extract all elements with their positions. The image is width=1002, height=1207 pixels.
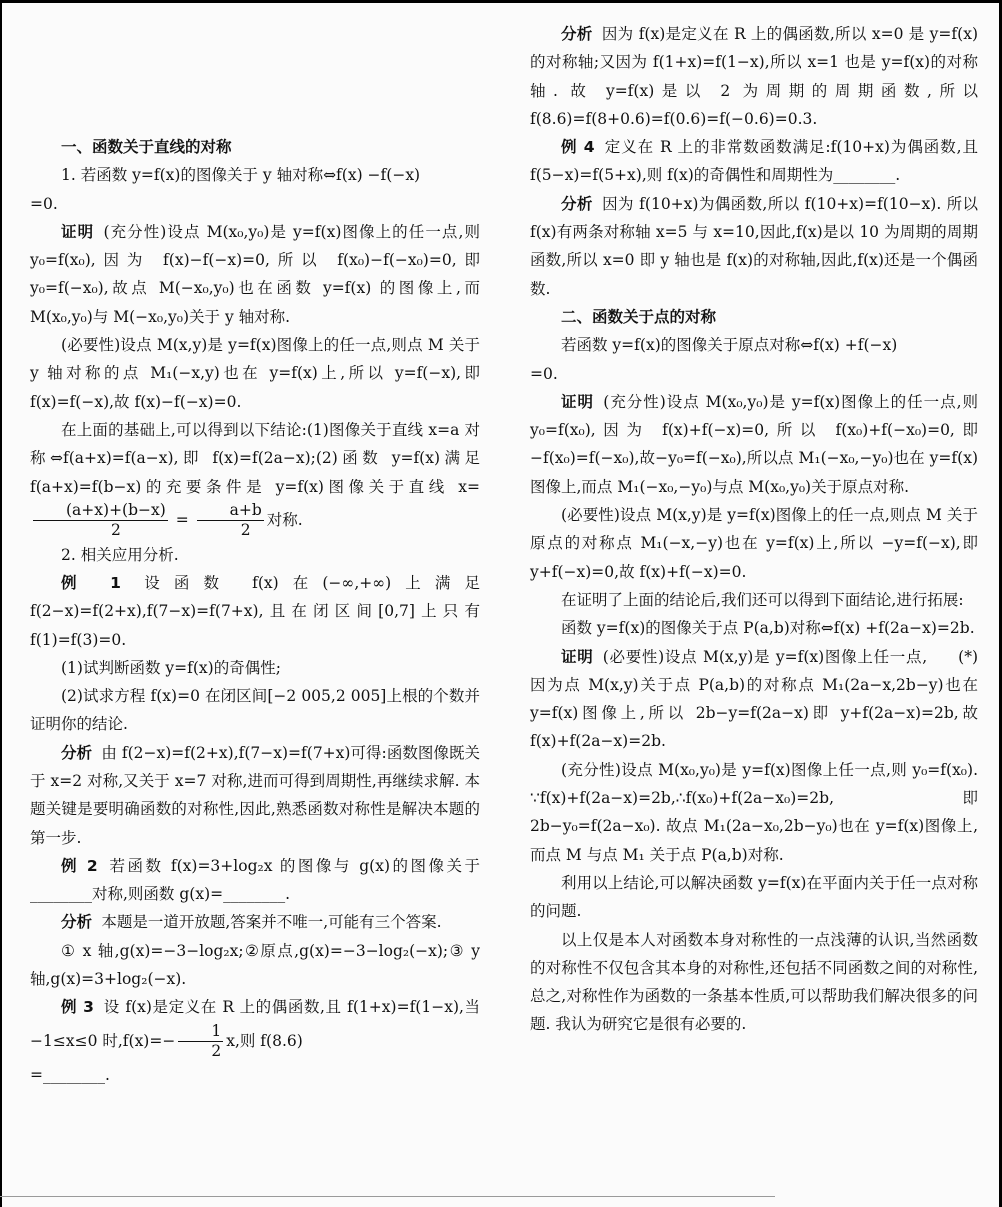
example-4-analysis-text: 因为 f(10+x)为偶函数,所以 f(10+x)=f(10−x). 所以 f(x)有两条对称轴 x=5 与 x=10,因此,f(x)是以 10 为周期的周期函数,所以 x=0 即 y 轴也是 f(x)的对称轴,因此,f(x)还是一个偶函数. bbox=[530, 194, 978, 298]
point-proof-sufficiency bbox=[530, 388, 978, 501]
example-3-analysis bbox=[530, 20, 978, 133]
example-4-analysis bbox=[530, 190, 978, 303]
example-4 bbox=[530, 133, 978, 190]
frame-left-border bbox=[0, 0, 2, 1207]
example-3-text: 设 f(x)是定义在 R 上的偶函数,且 f(1+x)=f(1−x),当 −1≤x≤0 时,f(x)=− bbox=[30, 998, 481, 1050]
conclusion-tail: 对称. bbox=[266, 510, 303, 529]
analysis-label: 分析 bbox=[561, 25, 593, 43]
example-1-analysis-text: 由 f(2−x)=f(2+x),f(7−x)=f(7+x)可得:函数图像既关于 x=2 对称,又关于 x=7 对称,进而可得到周期性,再继续求解. 本题关键是要明确函数的对称性,因此,熟悉函数对称性是解决本题的第一步. bbox=[30, 743, 480, 847]
example-3-analysis-text: 因为 f(x)是定义在 R 上的偶函数,所以 x=0 是 y=f(x)的对称轴;又因为 f(1+x)=f(1−x),所以 x=1 也是 y=f(x)的对称轴. 故 y=f(x)是以 2 为周期的周期函数,所以 f(8.6)=f(8+0.6)=f(0.6)=f(−0.6)=0.3. bbox=[530, 25, 978, 128]
left-column bbox=[30, 133, 480, 1090]
example-4-text: 定义在 R 上的非常数函数满足:f(10+x)为偶函数,且 f(5−x)=f(5+x),则 f(x)的奇偶性和周期性为________. bbox=[530, 138, 978, 185]
proof-label: 证明 bbox=[561, 392, 594, 411]
general-proof-necessity bbox=[530, 643, 978, 756]
general-proof-sufficiency: (充分性)设点 M(x₀,y₀)是 y=f(x)图像上任一点,则 y₀=f(x₀). ∵f(x)+f(2a−x)=2b,∴f(x₀)+f(2a−x₀)=2b,即 2b−y₀=f(2a−x₀). 故点 M₁(2a−x₀,2b−y₀)也在 y=f(x)图像上,而点 M 与点 M₁ 关于点 P(a,b)对称. bbox=[530, 760, 978, 864]
right-column bbox=[530, 20, 978, 1039]
analysis-label: 分析 bbox=[61, 913, 93, 932]
general-statement-text: 函数 y=f(x)的图像关于点 P(a,b)对称⇔f(x) +f(2a−x)=2b. bbox=[561, 619, 975, 638]
example-2-text: 若函数 f(x)=3+log₂x 的图像与 g(x)的图像关于________对称,则函数 g(x)=________. bbox=[30, 856, 480, 904]
proof-label: 证明 bbox=[561, 647, 594, 666]
example-1-label: 例 1 bbox=[61, 573, 121, 592]
example-3-label: 例 3 bbox=[61, 998, 94, 1017]
example-2 bbox=[30, 852, 480, 909]
equation-tag: (*) bbox=[958, 647, 978, 666]
point-proof-text: (充分性)设点 M(x₀,y₀)是 y=f(x)图像上的任一点,则 y₀=f(x₀),因为 f(x)+f(−x)=0,所以 f(x₀)+f(−x₀)=0,即−f(x₀)=f(−x₀),故−y₀=f(−x₀),所以点 M₁(−x₀,−y₀)也在 y=f(x)图像上,而点 M₁(−x₀,−y₀)与点 M(x₀,y₀)关于原点对称. bbox=[530, 392, 978, 496]
fraction-numerator: a+b bbox=[197, 501, 264, 521]
example-4-label: 例 4 bbox=[561, 138, 595, 157]
conclusion-text: 在上面的基础上,可以得到以下结论:(1)图像关于直线 x=a 对称⇔f(a+x)=f(a−x),即 f(x)=f(2a−x);(2)函数 y=f(x)满足 f(a+x)=f(b−x)的充要条件是 y=f(x)图像关于直线 x= bbox=[30, 420, 480, 496]
example-1-question-2: (2)试求方程 f(x)=0 在闭区间[−2 005,2 005]上根的个数并证明你的结论. bbox=[30, 687, 480, 734]
proof-necessity: (必要性)设点 M(x,y)是 y=f(x)图像上的任一点,则点 M 关于 y 轴对称的点 M₁(−x,y)也在 y=f(x)上,所以 y=f(−x),即 f(x)=f(−x),故 f(x)−f(−x)=0. bbox=[30, 336, 480, 411]
fraction-denominator: 2 bbox=[240, 521, 251, 540]
example-1-analysis bbox=[30, 739, 480, 852]
fraction-denominator: 2 bbox=[211, 1042, 222, 1061]
line-symmetry-conclusion bbox=[30, 416, 480, 541]
usage-paragraph: 利用以上结论,可以解决函数 y=f(x)在平面内关于任一点对称的问题. bbox=[530, 873, 978, 921]
example-2-answers: ① x 轴,g(x)=−3−log₂x;②原点,g(x)=−3−log₂(−x);③ y 轴,g(x)=3+log₂(−x). bbox=[30, 941, 480, 989]
example-2-analysis bbox=[30, 908, 480, 936]
fraction-midpoint bbox=[197, 501, 264, 541]
fraction-denominator: 2 bbox=[110, 521, 121, 540]
closing-paragraph: 以上仅是本人对函数本身对称性的一点浅薄的认识,当然函数的对称性不仅包含其本身的对称性,还包括不同函数之间的对称性,总之,对称性作为函数的一条基本性质,可以帮助我们解决很多的问题. 我认为研究它是很有必要的. bbox=[530, 930, 978, 1034]
theorem-1: 1. 若函数 y=f(x)的图像关于 y 轴对称⇔f(x) −f(−x) =0. bbox=[30, 166, 421, 213]
example-2-analysis-text: 本题是一道开放题,答案并不唯一,可能有三个答案. bbox=[101, 913, 442, 932]
example-1-question-1: (1)试判断函数 y=f(x)的奇偶性; bbox=[61, 658, 281, 677]
section-heading-line-symmetry: 一、函数关于直线的对称 bbox=[61, 138, 232, 156]
fraction-one-half bbox=[178, 1022, 223, 1062]
bottom-rule bbox=[0, 1196, 775, 1197]
proof-sufficiency-text: (充分性)设点 M(x₀,y₀)是 y=f(x)图像上的任一点,则 y₀=f(x₀),因为 f(x)−f(−x)=0,所以 f(x₀)−f(−x₀)=0,即 y₀=f(−x₀),故点 M(−x₀,y₀)也在函数 y=f(x) 的图像上,而 M(x₀,y₀)与 M(−x₀,y₀)关于 y 轴对称. bbox=[30, 222, 480, 326]
point-symmetry-statement: 若函数 y=f(x)的图像关于原点对称⇔f(x) +f(−x) =0. bbox=[530, 336, 898, 383]
applications-heading: 2. 相关应用分析. bbox=[61, 545, 179, 564]
extension-intro: 在证明了上面的结论后,我们还可以得到下面结论,进行拓展: bbox=[561, 590, 964, 609]
general-proof-text: (必要性)设点 M(x,y)是 y=f(x)图像上任一点,因为点 M(x,y)关于点 P(a,b)的对称点 M₁(2a−x,2b−y)也在 y=f(x)图像上,所以 2b−y=f(2a−x)即 y+f(2a−x)=2b,故 f(x)+f(2a−x)=2b. bbox=[530, 647, 978, 751]
example-3-tail: x,则 f(8.6) =________. bbox=[30, 1031, 303, 1085]
point-proof-necessity: (必要性)设点 M(x,y)是 y=f(x)图像上的任一点,则点 M 关于原点的对称点 M₁(−x,−y)也在 y=f(x)上,所以 −y=f(−x),即 y+f(−x)=0,故 f(x)+f(−x)=0. bbox=[530, 506, 978, 581]
proof-sufficiency bbox=[30, 218, 480, 331]
frame-top-border bbox=[0, 0, 1002, 3]
analysis-label: 分析 bbox=[561, 194, 593, 213]
analysis-label: 分析 bbox=[61, 743, 93, 762]
example-1 bbox=[30, 569, 480, 654]
proof-label: 证明 bbox=[61, 222, 95, 241]
fraction-numerator: 1 bbox=[178, 1022, 223, 1042]
section-heading-point-symmetry: 二、函数关于点的对称 bbox=[561, 307, 717, 326]
example-1-text: 设函数 f(x)在(−∞,+∞)上满足 f(2−x)=f(2+x),f(7−x)=f(7+x),且在闭区间[0,7]上只有 f(1)=f(3)=0. bbox=[30, 573, 480, 649]
example-2-label: 例 2 bbox=[61, 856, 98, 875]
fraction-numerator: (a+x)+(b−x) bbox=[33, 501, 168, 521]
fraction-axis bbox=[33, 501, 168, 541]
equals-sign: = bbox=[170, 510, 194, 529]
example-3 bbox=[30, 993, 480, 1089]
